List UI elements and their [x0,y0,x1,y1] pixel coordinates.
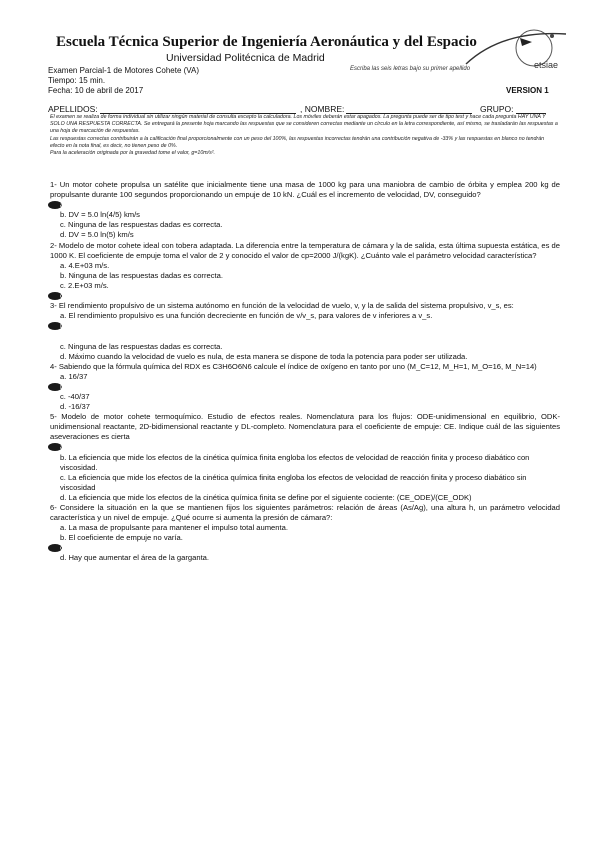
answer-option-label: b. -8/37 [60,381,86,391]
answer-option[interactable] [60,311,560,321]
answer-option-label: b. DV = 5.0 ln(4/5) km/s [60,210,140,220]
exam-date: Fecha: 10 de abril de 2017 [48,86,144,95]
instruction-paragraph: Para la aceleración originada por la gravedad tome el valor, g=10m/s². [50,150,216,157]
answer-option[interactable] [60,453,560,473]
version-label: VERSION 1 [506,86,549,95]
question-text: 6- Considere la situación en la que se mantienen fijos los siguientes parámetros: relación de áreas (As/Ag), una altura h, un parámetro velocidad característica y un nivel de empuje. ¿Qué ocurre si aumenta la presión de cámara?: [50,503,560,523]
surname-hint: Escriba las seis letras bajo su primer apellido [350,66,471,72]
answer-option[interactable] [60,352,560,362]
school-title: Escuela Técnica Superior de Ingeniería Aeronáutica y del Espacio [56,34,477,50]
answer-option[interactable] [60,473,560,493]
question-5 [50,412,560,503]
answer-option[interactable] [60,392,560,402]
answer-option-label: d. -16/37 [60,402,90,412]
answer-option[interactable] [60,342,560,352]
question-text: 5- Modelo de motor cohete termoquímico. Estudio de efectos reales. Nomenclatura para los flujos: ODE-unidimensional en equilibrio, ODK-unidimensional reactante, 2D-bidimensional reactante y DL-completo. Nomenclatura para el coeficiente de empuje: CE. Indique cuál de las siguientes aseveraciones es cierta [50,412,560,442]
answer-option-label: a. 16/37 [60,371,88,381]
instruction-paragraph: El examen se realiza de forma individual sin utilizar ningún material de consulta excepto la calculadora. Los móviles deberán estar apagados. La pregunta puede ser de tipo test y hace cada pregunta HAY UNA Y SOLO UNA RESPUESTA CORRECTA. Se entregará la presente hoja marcando las respuestas que se consideren correctas mediante un círculo en la letra correspondiente, así mismo, se trasladarán las respuestas a una hoja de marcación de respuestas. [50,114,558,135]
answer-option[interactable] [60,261,560,271]
question-1 [50,180,560,241]
exam-time: Tiempo: 15 min. [48,76,106,85]
answer-option[interactable] [60,230,560,240]
answer-option-label: d. Hay que aumentar el área de la garganta. [60,553,210,563]
group-field[interactable] [516,104,546,114]
question-text: 2- Modelo de motor cohete ideal con tobera adaptada. La diferencia entre la temperatura de cámara y la de salida, esta última supuesta estática, es de 1000 K. El coeficiente de empuje toma el valor de 2 y conocido el valor de cp=2000 J/(kgK). ¿Cuánto vale el parámetro velocidad característica? [50,240,560,260]
answer-option-label: d. DV = 5.0 ln(5) km/s [60,230,134,240]
answer-option[interactable] [60,321,560,341]
answer-option[interactable] [60,493,560,503]
exam-instructions [50,114,558,157]
question-4 [50,362,560,412]
answer-option[interactable] [60,200,560,210]
question-3 [50,301,560,362]
answer-option-label: c. Ninguna de las respuestas dadas es correcta. [60,220,223,230]
answer-option[interactable] [60,271,560,281]
answer-option[interactable] [60,372,560,382]
question-text: 3- El rendimiento propulsivo de un sistema autónomo en función de la velocidad de vuelo, v, y la de salida del sistema propulsivo, v_s, es: [50,301,514,311]
answer-option-label: a. 4.E+03 m/s. [60,260,110,270]
answer-option-label: c. 2.E+03 m/s. [60,280,109,290]
answer-option-label: b. El coeficiente de empuje no varía. [60,533,183,543]
question-list [50,180,560,564]
answer-option[interactable] [60,220,560,230]
answer-option-label: a. DV = 5.0 ln(5/4) km/s [60,200,140,210]
answer-option[interactable] [60,382,560,392]
answer-option-label: c. La eficiencia que mide los efectos de la cinética química finita engloba los efectos de velocidad de reacción finita y proceso diabático sin viscosidad [60,472,527,492]
answer-option-label: b. El rendimiento toma el valor unidad cuando ambas velocidades se igualan, es decir el vehículo deposita el propulsante a velocidad nula en ejes tierra. [60,321,552,341]
answer-option[interactable] [60,442,560,452]
answer-option-label: a. La eficiencia que mide los efectos de la cinética química finita se define por el siguiente cociente: (CE_ODK)/(CE_ODE) [60,442,472,452]
surname-field[interactable] [100,104,296,114]
answer-option[interactable] [60,553,560,563]
question-text: 4- Sabiendo que la fórmula química del RDX es C3H6O6N6 calcule el índice de oxígeno en tanto por uno (M_C=12, M_H=1, M_O=16, M_N=14) [50,361,537,371]
group-label: GRUPO: [480,104,514,114]
answer-option-label: b. La eficiencia que mide los efectos de la cinética química finita engloba los efectos de velocidad de reacción finita y proceso diabático con viscosidad. [60,452,530,472]
surname-label: APELLIDOS: [48,104,98,114]
answer-option[interactable] [60,281,560,291]
answer-option[interactable] [60,523,560,533]
logo-text: etsiae [534,60,559,70]
answer-option[interactable] [60,210,560,220]
aeronautics-logo-icon [462,24,572,72]
name-field[interactable] [346,104,472,114]
question-2 [50,241,560,302]
question-text: 1- Un motor cohete propulsa un satélite que inicialmente tiene una masa de 1000 kg para una maniobra de cambio de órbita y emplea 200 kg de propulsante durante 100 segundos proporcionando un empuje de 10 kN. ¿Cuál es el incremento de velocidad, DV, conseguido? [50,180,560,200]
answer-option-label: b. Ninguna de las respuestas dadas es correcta. [60,270,223,280]
answer-option-label: c. Ninguna de las respuestas dadas es correcta. [60,341,223,351]
answer-option[interactable] [60,533,560,543]
question-6 [50,503,560,564]
answer-option[interactable] [60,402,560,412]
answer-option[interactable] [60,291,560,301]
answer-option-label: c. -40/37 [60,391,90,401]
answer-option-label: d. La eficiencia que mide los efectos de la cinética química finita se define por el siguiente cociente: (CE_ODE)/(CE_ODK) [60,492,472,502]
answer-option-label: d. Máximo cuando la velocidad de vuelo es nula, de esta manera se dispone de toda la potencia para poder ser utilizada. [60,351,468,361]
answer-option-label: a. El rendimiento propulsivo es una función decreciente en función de v/v_s, para valores de v inferiores a v_s. [60,311,433,321]
answer-option-label: a. La masa de propulsante para mantener el impulso total aumenta. [60,523,288,533]
answer-option[interactable] [60,543,560,553]
university-subtitle: Universidad Politécnica de Madrid [166,52,325,64]
answer-option-label: d. 1.E+03 m/s. [60,291,110,301]
answer-option-label: c. Para conseguir un determinado impulso total, el tiempo de funcionamiento no varía. [60,543,350,553]
name-label: , NOMBRE: [300,104,345,114]
instruction-paragraph: Las respuestas correctas contribuirán a la calificación final proporcionalmente con un peso del 100%, las respuestas incorrectas tendrán una contribución negativa de -33% y las respuestas en blanco no tendrán efecto en la nota final, es decir, no tienen peso de 0%. [50,135,545,149]
exam-title: Examen Parcial-1 de Motores Cohete (VA) [48,66,200,75]
